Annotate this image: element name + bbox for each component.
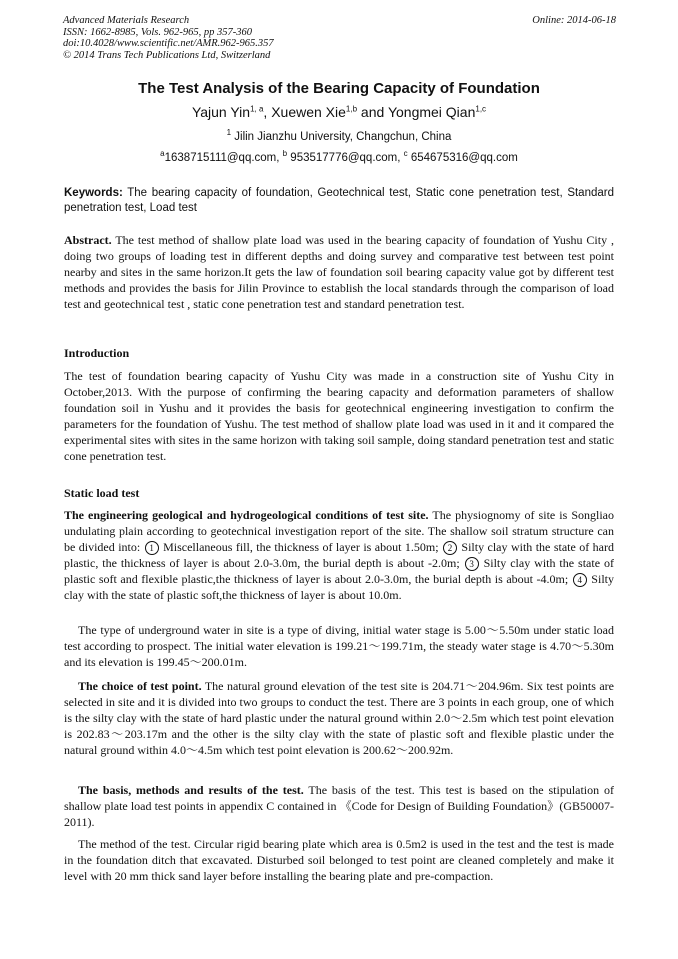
abstract-label: Abstract.	[64, 233, 112, 247]
online-date: Online: 2014-06-18	[532, 15, 616, 26]
paper-title: The Test Analysis of the Bearing Capacity of Foundation	[138, 80, 540, 97]
email-address: 654675316@qq.com	[407, 152, 518, 164]
affiliation-text: Jilin Jianzhu University, Changchun, China	[231, 131, 452, 143]
email-sup: c	[403, 149, 408, 159]
author-list	[0, 104, 678, 120]
geology-run-in-heading: The engineering geological and hydrogeological conditions of test site.	[64, 508, 429, 522]
paragraph-text: The natural ground elevation of the test site is 204.71～204.96m. Six test points are selected in site and it is divided into two groups to conduct the test. There are 3 points in each group, one of which is the silty clay with the state of hard plastic under the natural ground within 2.0～2.5m which test point elevation is 202.83～203.17m and the other is the silty clay with the state of plastic soft and flexible plastic under the natural ground within 4.0～4.5m which test point elevation is 200.62～200.92m.	[64, 679, 614, 757]
paragraph-text: Silty clay with the state of plastic soft,the thickness of layer is about 10.0m.	[64, 572, 614, 602]
test-basis-paragraph	[64, 782, 614, 830]
paragraph-text: Silty clay with the state of hard plastic, the thickness of layer is about 2.0-3.0m, the burial depth is about -2.0m;	[64, 540, 614, 570]
author-affil-sup: 1,c	[475, 104, 487, 114]
author-name: Xuewen Xie	[271, 104, 346, 120]
email-sup: a	[160, 149, 165, 159]
email-sup: b	[282, 149, 288, 159]
journal-name: Advanced Materials Research	[63, 15, 190, 26]
keywords-label: Keywords:	[64, 187, 123, 199]
abstract	[64, 232, 614, 312]
layer-number-marker: 1	[145, 541, 159, 555]
abstract-text: The test method of shallow plate load was used in the bearing capacity of foundation of Yushu City , doing two groups of loading test in different depths and doing survey and comparative test between test point nearby and sites in the same horizon.It gets the law of foundation soil bearing capacity value got by different test methods and provides the basis for Jilin Province to establish the local standards through the comparison of load test and geotechnical test , static cone penetration test and standard penetration test.	[64, 233, 614, 311]
affiliation	[0, 128, 678, 143]
email-address: 1638715111@qq.com,	[164, 152, 283, 164]
paragraph-text: The basis of the test. This test is based on the stipulation of shallow plate load test points in appendix C contained in 《Code for Design of Building Foundation》(GB50007-2011).	[64, 783, 614, 829]
email-list	[0, 149, 678, 164]
test-point-run-in-heading: The choice of test point.	[78, 679, 202, 693]
email-address: 953517776@qq.com,	[287, 152, 404, 164]
author-affil-sup: 1, a	[250, 104, 264, 114]
paragraph-text: Silty clay with the state of plastic soft and flexible plastic,the thickness of layer is about 2.0-3.0m, the burial depth is about -4.0m;	[64, 556, 614, 586]
layer-number-marker: 2	[443, 541, 457, 555]
layer-number-marker: 4	[573, 573, 587, 587]
static-load-heading: Static load test	[64, 486, 140, 500]
keywords	[64, 186, 614, 216]
issn-line: ISSN: 1662-8985, Vols. 962-965, pp 357-360	[63, 26, 252, 38]
paragraph-text: Miscellaneous fill, the thickness of layer is about 1.50m;	[159, 540, 442, 554]
doi-line: doi:10.4028/www.scientific.net/AMR.962-965.357	[63, 38, 274, 49]
author-separator: ,	[263, 104, 272, 120]
paragraph-text: The physiognomy of site is Songliao undulating plain according to geotechnical investigation report of the site. The shallow soil stratum structure can be divided into:	[64, 508, 615, 554]
affiliation-sup: 1	[226, 128, 232, 138]
author-affil-sup: 1,b	[345, 104, 358, 114]
geology-paragraph	[64, 507, 614, 603]
introduction-text: The test of foundation bearing capacity of Yushu City was made in a construction site of Yushu City in October,2013. With the purpose of confirming the bearing capacity and deformation parameters of shallow foundation soil in Yushu and it provides the basis for geotechnical engineering investigation to confirm the parameters for the foundation of Yushu. The test method of shallow plate load was used in it and it compared the experimental sites with sites in the same horizon with taking soil sample, doing standard penetration test and static cone penetration test.	[64, 369, 614, 463]
test-basis-run-in-heading: The basis, methods and results of the test.	[78, 783, 304, 797]
layer-number-marker: 3	[465, 557, 479, 571]
groundwater-paragraph: The type of underground water in site is a type of diving, initial water stage is 5.00～5.50m under static load test according to prospect. The initial water elevation is 199.21～199.71m, the steady water stage is 4.70～5.30m and its elevation is 199.45～200.01m.	[64, 623, 614, 669]
author-separator: and	[357, 104, 388, 120]
introduction-heading: Introduction	[64, 346, 130, 360]
author-name: Yongmei Qian	[387, 104, 476, 120]
author-name: Yajun Yin	[191, 104, 251, 120]
test-method-paragraph: The method of the test. Circular rigid bearing plate which area is 0.5m2 is used in the test and the test is made in the foundation ditch that excavated. Disturbed soil belonged to test point are cleaned completely and make it level with 20 mm thick sand layer before installing the bearing plate and pre-compaction.	[64, 837, 614, 883]
test-point-paragraph	[64, 678, 614, 758]
copyright-line: © 2014 Trans Tech Publications Ltd, Switzerland	[63, 49, 271, 61]
journal-header	[63, 15, 616, 61]
keywords-text: The bearing capacity of foundation, Geotechnical test, Static cone penetration test, Standard penetration test, Load test	[64, 187, 614, 214]
